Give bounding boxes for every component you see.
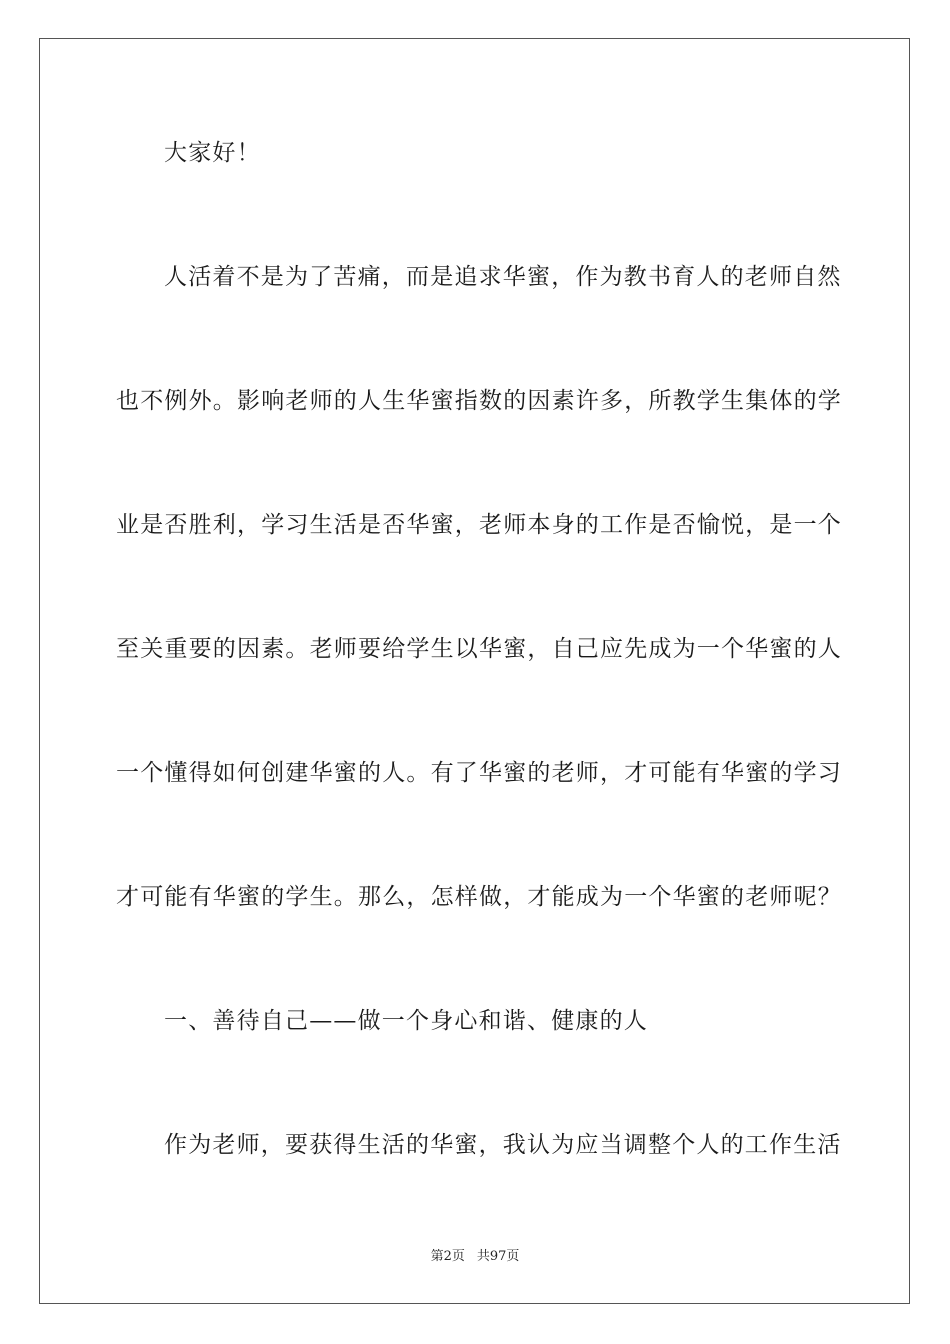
page-number: 第2页 <box>430 1249 465 1264</box>
page-footer <box>0 1248 950 1266</box>
total-pages: 共97页 <box>476 1249 520 1264</box>
body-line-5: 一个懂得如何创建华蜜的人。有了华蜜的老师，才可能有华蜜的学习 <box>116 760 842 786</box>
body-line-7: 作为老师，要获得生活的华蜜，我认为应当调整个人的工作生活 <box>164 1132 842 1158</box>
greeting-line: 大家好！ <box>164 140 261 166</box>
body-line-6: 才可能有华蜜的学生。那么，怎样做，才能成为一个华蜜的老师呢？ <box>116 884 842 910</box>
page-border <box>39 38 910 1304</box>
body-line-1: 人活着不是为了苦痛，而是追求华蜜，作为教书育人的老师自然 <box>164 264 842 290</box>
section-heading: 一、善待自己——做一个身心和谐、健康的人 <box>164 1008 648 1034</box>
body-line-3: 业是否胜利，学习生活是否华蜜，老师本身的工作是否愉悦，是一个 <box>116 512 842 538</box>
body-line-4: 至关重要的因素。老师要给学生以华蜜，自己应先成为一个华蜜的人 <box>116 636 842 662</box>
body-line-2: 也不例外。影响老师的人生华蜜指数的因素许多，所教学生集体的学 <box>116 388 842 414</box>
